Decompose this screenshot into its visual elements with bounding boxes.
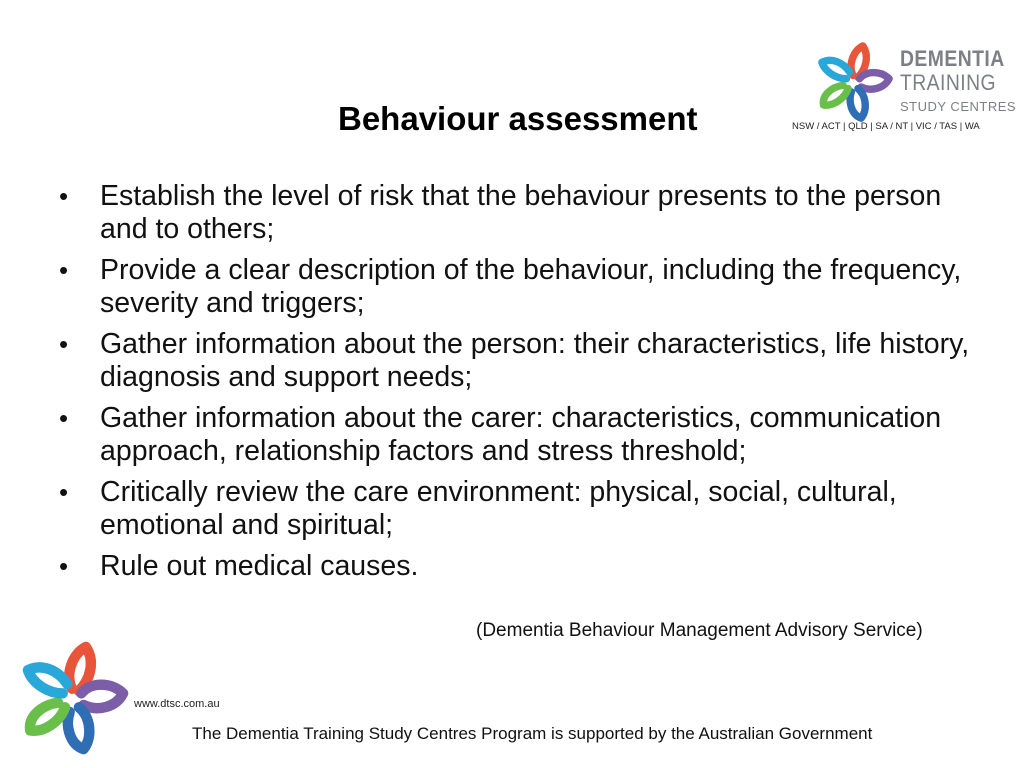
support-statement: The Dementia Training Study Centres Program is supported by the Australian Government [192,724,873,743]
logo-line-study-centres: STUDY CENTRES [900,99,1017,114]
bullet-text: Establish the level of risk that the behaviour presents to the person and to others; [100,180,942,245]
logo-line-dementia: DEMENTIA [900,46,1005,71]
bullet-text: Gather information about the person: their characteristics, life history, diagnosis and support needs; [100,328,970,393]
dtsc-flower-logo [812,38,894,126]
bullet-item [56,402,986,468]
website-link[interactable]: www.dtsc.com.au [134,698,220,710]
dtsc-logo-text [900,48,1019,113]
bullet-item [56,180,986,246]
bullet-dot: • [59,403,69,433]
bullet-dot: • [59,551,69,581]
bullet-text: Rule out medical causes. [100,550,419,582]
slide-title: Behaviour assessment [338,100,698,137]
bullet-item [56,550,986,583]
bullet-dot: • [59,329,69,359]
regions-list: NSW / ACT | QLD | SA / NT | VIC / TAS | WA [792,121,980,132]
bullet-dot: • [59,181,69,211]
logo-line-training: TRAINING [900,70,997,95]
bullet-dot: • [59,477,69,507]
bullet-item [56,254,986,320]
bullet-text: Gather information about the carer: characteristics, communication approach, relationship factors and stress threshold; [100,402,942,467]
bullet-text: Critically review the care environment: physical, social, cultural, emotional and spiritual; [100,476,897,541]
bullet-item [56,328,986,394]
bullet-dot: • [59,255,69,285]
footer-flower-logo [14,640,130,756]
bullet-text: Provide a clear description of the behaviour, including the frequency, severity and triggers; [100,254,962,319]
bullet-list [56,180,986,591]
source-citation: (Dementia Behaviour Management Advisory Service) [476,620,923,641]
bullet-item [56,476,986,542]
